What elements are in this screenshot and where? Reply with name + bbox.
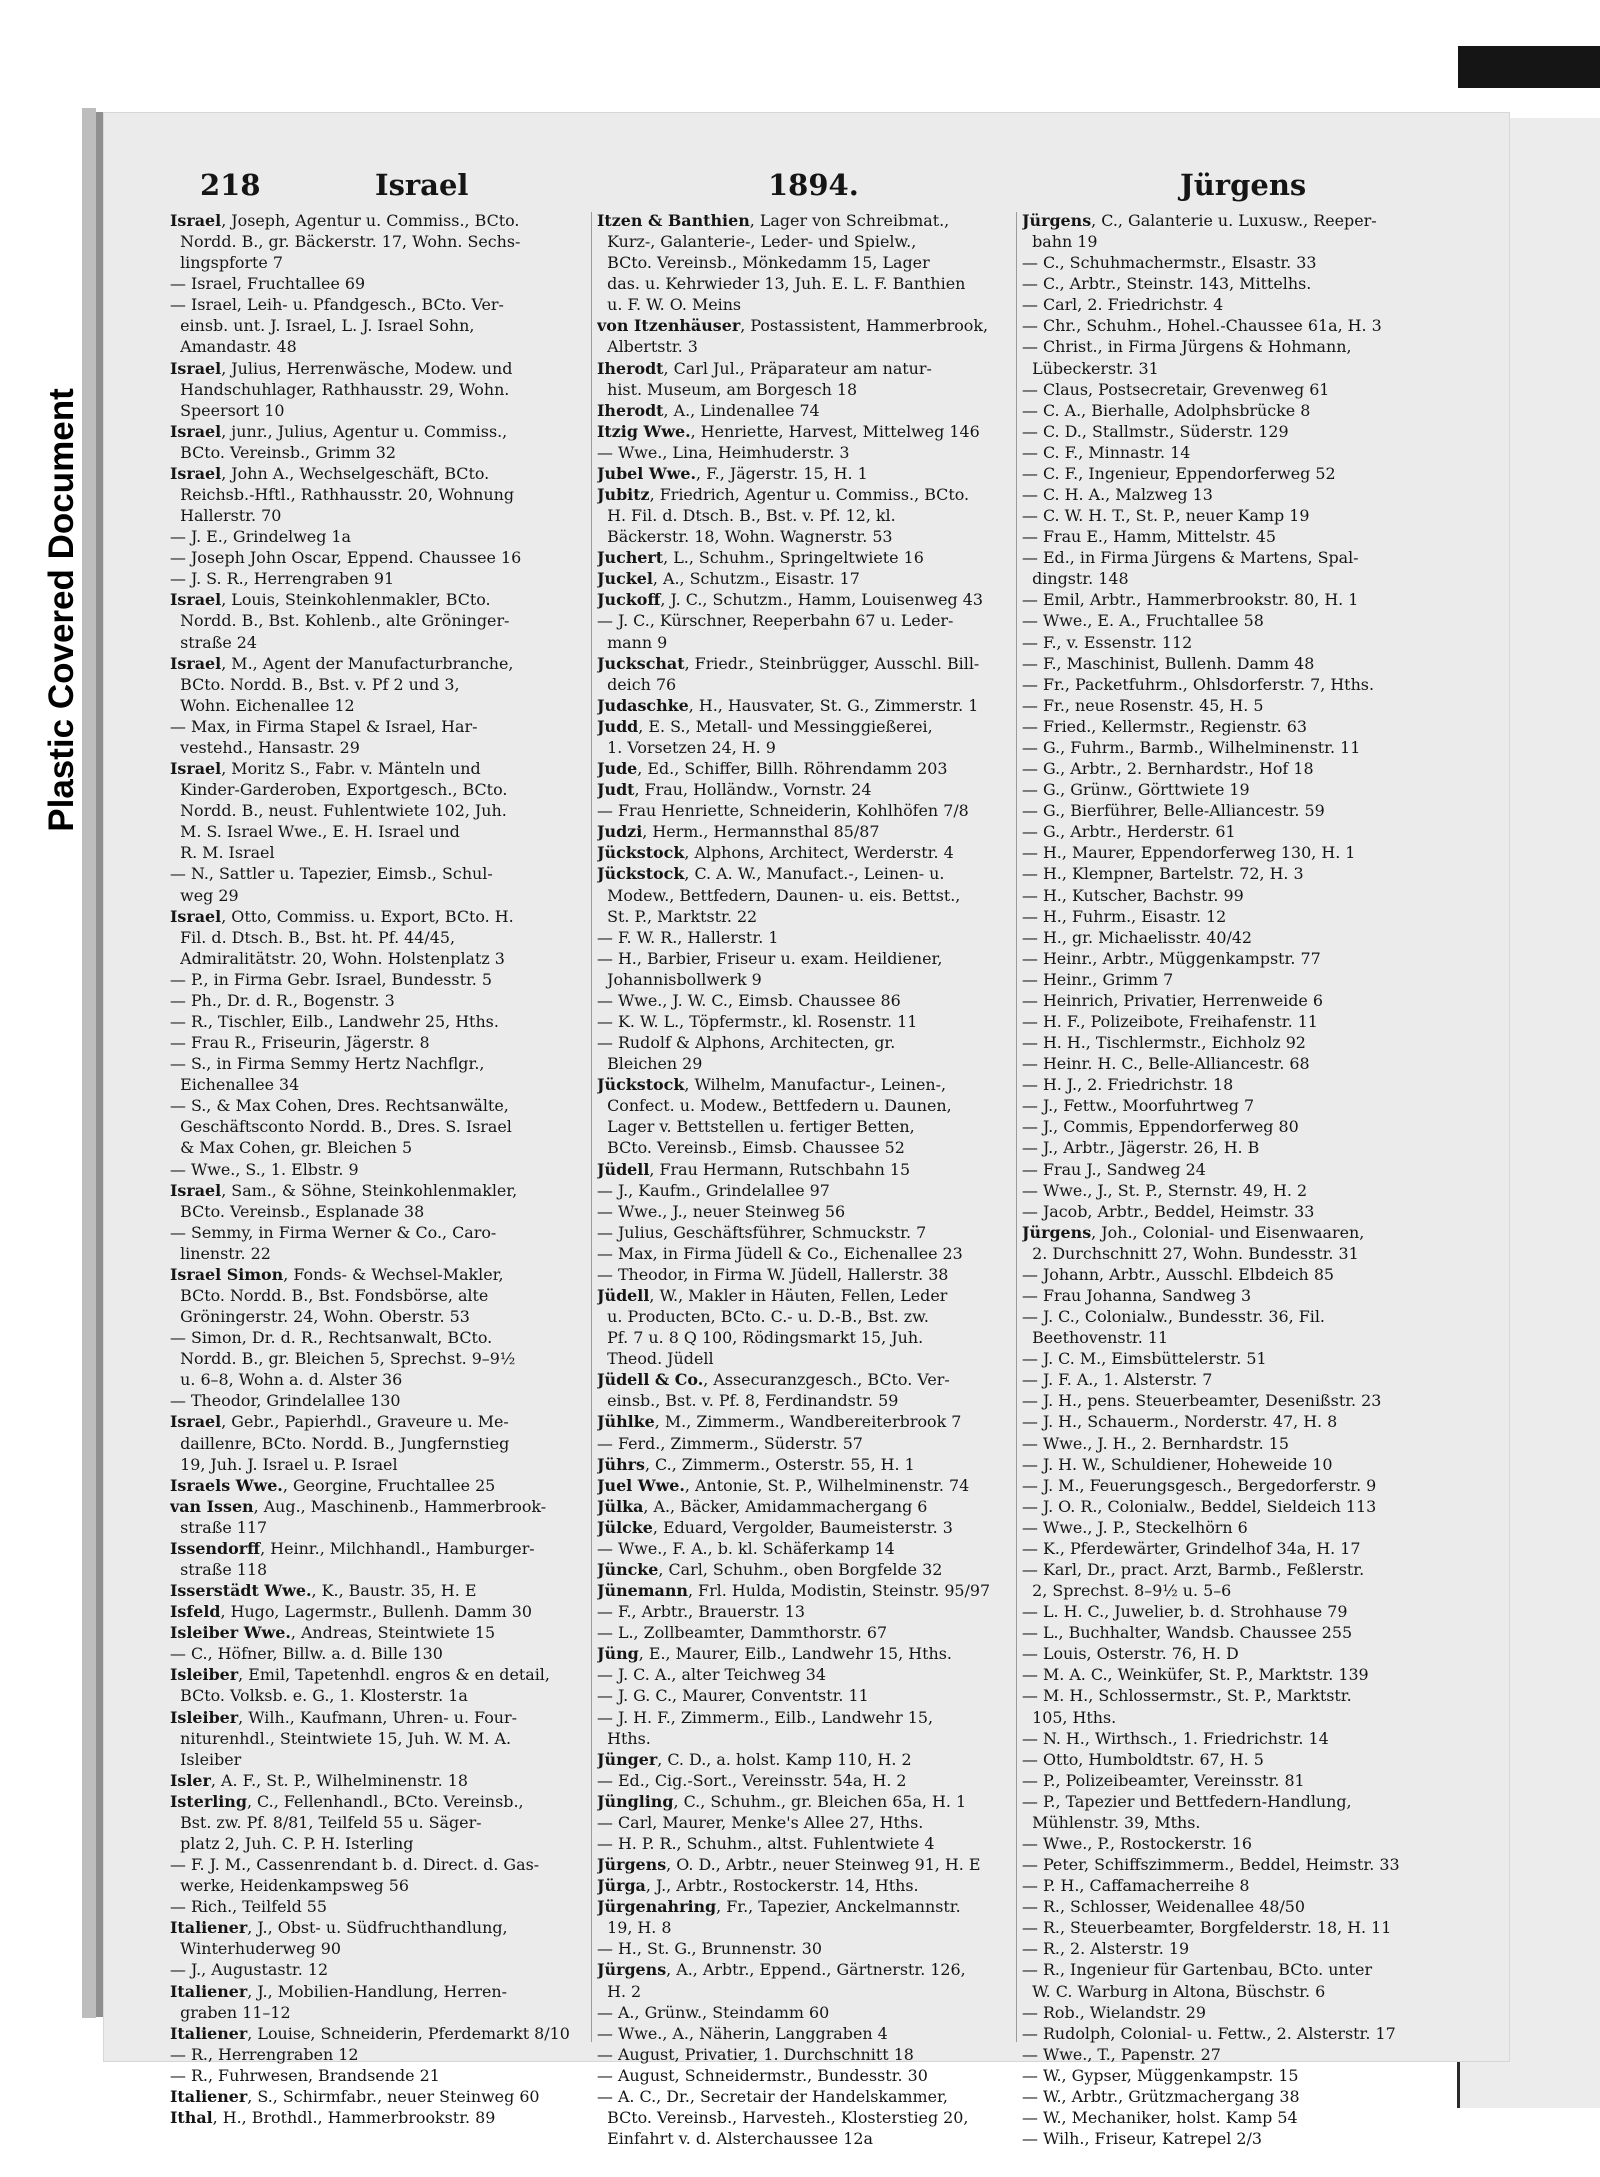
directory-line: — August, Schneidermstr., Bundesstr. 30 xyxy=(597,2065,928,2085)
directory-line: — J., Fettw., Moorfuhrtweg 7 xyxy=(1022,1096,1255,1116)
directory-line: — Wwe., J., neuer Steinweg 56 xyxy=(597,1201,846,1221)
directory-line: — F. J. M., Cassenrendant b. d. Direct. d. Gas- xyxy=(170,1855,540,1875)
page-number: 218 xyxy=(200,168,261,202)
directory-line: Isfeld, Hugo, Lagermstr., Bullenh. Damm 30 xyxy=(170,1602,533,1622)
directory-line: — Heinr. H. C., Belle-Alliancestr. 68 xyxy=(1022,1054,1310,1074)
directory-line: — Wwe., P., Rostockerstr. 16 xyxy=(1022,1834,1252,1854)
directory-line: — Carl, Maurer, Menke's Allee 27, Hths. xyxy=(597,1812,924,1832)
directory-line: — Simon, Dr. d. R., Rechtsanwalt, BCto. xyxy=(170,1328,493,1348)
directory-line: Gröningerstr. 24, Wohn. Oberstr. 53 xyxy=(170,1307,470,1327)
directory-line: — J. G. C., Maurer, Conventstr. 11 xyxy=(597,1686,869,1706)
directory-line: & Max Cohen, gr. Bleichen 5 xyxy=(170,1138,413,1158)
directory-line: — H., Fuhrm., Eisastr. 12 xyxy=(1022,906,1227,926)
directory-line: — Karl, Dr., pract. Arzt, Barmb., Feßlerstr. xyxy=(1022,1560,1365,1579)
directory-line: Isleiber xyxy=(170,1749,242,1769)
directory-line: — J. C. M., Eimsbüttelerstr. 51 xyxy=(1022,1349,1267,1369)
directory-line: R. M. Israel xyxy=(170,843,275,863)
directory-line: — A., Grünw., Steindamm 60 xyxy=(597,2002,830,2022)
directory-line: — J. C., Kürschner, Reeperbahn 67 u. Leder- xyxy=(597,611,954,631)
directory-line: — Max, in Firma Jüdell & Co., Eichenallee 23 xyxy=(597,1243,963,1263)
directory-line: — Julius, Geschäftsführer, Schmuckstr. 7 xyxy=(597,1222,927,1242)
directory-line: Jürgenahring, Fr., Tapezier, Anckelmannstr. xyxy=(597,1897,961,1917)
directory-line: Jürgens, O. D., Arbtr., neuer Steinweg 91, H. E xyxy=(597,1855,981,1875)
directory-line: — Frau E., Hamm, Mittelstr. 45 xyxy=(1022,527,1276,547)
directory-line: lingspforte 7 xyxy=(170,253,283,273)
directory-line: — L., Zollbeamter, Dammthorstr. 67 xyxy=(597,1623,888,1643)
directory-line: — G., Arbtr., Herderstr. 61 xyxy=(1022,822,1236,842)
directory-line: Isleiber, Wilh., Kaufmann, Uhren- u. Four- xyxy=(170,1707,517,1727)
directory-line: Judaschke, H., Hausvater, St. G., Zimmerstr. 1 xyxy=(597,695,979,715)
directory-line: Jührs, C., Zimmerm., Osterstr. 55, H. 1 xyxy=(597,1454,915,1474)
directory-line: Jückstock, C. A. W., Manufact.-, Leinen- u. xyxy=(597,864,945,884)
directory-line: Juel Wwe., Antonie, St. P., Wilhelminenstr. 74 xyxy=(597,1475,970,1495)
directory-line: Theod. Jüdell xyxy=(597,1349,714,1369)
directory-line: Jünger, C. D., a. holst. Kamp 110, H. 2 xyxy=(597,1749,912,1769)
directory-line: — C. H. A., Malzweg 13 xyxy=(1022,485,1213,505)
directory-line: — J., Kaufm., Grindelallee 97 xyxy=(597,1180,830,1200)
directory-line: vestehd., Hansastr. 29 xyxy=(170,737,360,757)
directory-line: Israel, Sam., & Söhne, Steinkohlenmakler, xyxy=(170,1180,518,1200)
directory-line: — Frau J., Sandweg 24 xyxy=(1022,1159,1206,1179)
directory-line: Israel, Otto, Commiss. u. Export, BCto. H. xyxy=(170,906,514,926)
directory-line: Isleiber Wwe., Andreas, Steintwiete 15 xyxy=(170,1623,496,1643)
directory-line: — M. A. C., Weinküfer, St. P., Marktstr. 139 xyxy=(1022,1665,1369,1685)
directory-line: — J. H., pens. Steuerbeamter, Desenißstr. 23 xyxy=(1022,1391,1382,1411)
directory-line: — Rich., Teilfeld 55 xyxy=(170,1897,328,1917)
directory-line: Iherodt, Carl Jul., Präparateur am natur- xyxy=(597,358,932,378)
directory-line: Jüdell & Co., Assecuranzgesch., BCto. Ver- xyxy=(597,1370,950,1390)
book-spine xyxy=(82,108,96,2018)
directory-line: Jüdell, Frau Hermann, Rutschbahn 15 xyxy=(597,1159,911,1179)
directory-line: Israel, M., Agent der Manufacturbranche, xyxy=(170,653,514,673)
directory-line: — J., Commis, Eppendorferweg 80 xyxy=(1022,1117,1299,1137)
directory-line: — H. H., Tischlermstr., Eichholz 92 xyxy=(1022,1033,1306,1053)
directory-line: 19, H. 8 xyxy=(597,1918,672,1938)
directory-line: Admiralitätstr. 20, Wohn. Holstenplatz 3 xyxy=(170,948,505,968)
directory-line: BCto. Nordd. B., Bst. v. Pf 2 und 3, xyxy=(170,674,460,694)
directory-line: Judt, Frau, Holländw., Vornstr. 24 xyxy=(597,780,872,800)
directory-line: Italiener, J., Mobilien-Handlung, Herren- xyxy=(170,1981,507,2001)
directory-line: — J. M., Feuerungsgesch., Bergedorferstr. 9 xyxy=(1022,1475,1377,1495)
directory-line: Juckel, A., Schutzm., Eisastr. 17 xyxy=(597,569,860,589)
column-rule-1 xyxy=(591,212,592,2042)
directory-line: Kinder-Garderoben, Exportgesch., BCto. xyxy=(170,780,508,800)
directory-line: Israel, Julius, Herrenwäsche, Modew. und xyxy=(170,358,513,378)
directory-line: — August, Privatier, 1. Durchschnitt 18 xyxy=(597,2044,914,2064)
directory-line: — Heinr., Arbtr., Müggenkampstr. 77 xyxy=(1022,948,1321,968)
directory-line: — Ed., in Firma Jürgens & Martens, Spal- xyxy=(1022,548,1359,568)
directory-line: mann 9 xyxy=(597,632,668,652)
directory-line: Confect. u. Modew., Bettfedern u. Daunen, xyxy=(597,1096,952,1116)
directory-line: Jückstock, Alphons, Architect, Werderstr. 4 xyxy=(597,843,954,863)
directory-line: — M. H., Schlossermstr., St. P., Marktstr. xyxy=(1022,1686,1352,1706)
directory-line: BCto. Vereinsb., Harvesteh., Klosterstieg 20, xyxy=(597,2108,969,2128)
directory-line: — C. F., Minnastr. 14 xyxy=(1022,442,1191,462)
directory-line: Jünemann, Frl. Hulda, Modistin, Steinstr. 95/97 xyxy=(597,1581,991,1601)
directory-line: Jude, Ed., Schiffer, Billh. Röhrendamm 203 xyxy=(597,759,948,779)
directory-line: — J. H., Schauerm., Norderstr. 47, H. 8 xyxy=(1022,1412,1338,1432)
directory-line: W. C. Warburg in Altona, Büschstr. 6 xyxy=(1022,1981,1326,2001)
directory-line: — G., Arbtr., 2. Bernhardstr., Hof 18 xyxy=(1022,759,1314,779)
directory-line: u. Producten, BCto. C.- u. D.-B., Bst. zw. xyxy=(597,1307,929,1327)
directory-line: — H. F., Polizeibote, Freihafenstr. 11 xyxy=(1022,1011,1318,1031)
column-right xyxy=(1022,210,1440,2149)
directory-line: — J. O. R., Colonialw., Beddel, Sieldeich 113 xyxy=(1022,1496,1377,1516)
directory-line: BCto. Nordd. B., Bst. Fondsbörse, alte xyxy=(170,1285,489,1305)
directory-line: Isler, A. F., St. P., Wilhelminenstr. 18 xyxy=(170,1770,468,1790)
directory-line: Israel, John A., Wechselgeschäft, BCto. xyxy=(170,463,490,483)
directory-line: H. Fil. d. Dtsch. B., Bst. v. Pf. 12, kl. xyxy=(597,506,896,526)
directory-line: Speersort 10 xyxy=(170,400,285,420)
directory-line: Israel, junr., Julius, Agentur u. Commiss., xyxy=(170,421,508,441)
directory-line: — Fried., Kellermstr., Regienstr. 63 xyxy=(1022,716,1307,736)
directory-line: — J. C., Colonialw., Bundesstr. 36, Fil. xyxy=(1022,1307,1325,1327)
directory-line: — K. W. L., Töpfermstr., kl. Rosenstr. 11 xyxy=(597,1011,918,1031)
directory-line: — Johann, Arbtr., Ausschl. Elbdeich 85 xyxy=(1022,1264,1335,1284)
directory-line: — H., St. G., Brunnenstr. 30 xyxy=(597,1939,822,1959)
directory-line: — R., Fuhrwesen, Brandsende 21 xyxy=(170,2065,440,2085)
directory-line: — J. S. R., Herrengraben 91 xyxy=(170,569,395,589)
directory-line: — Ph., Dr. d. R., Bogenstr. 3 xyxy=(170,990,395,1010)
directory-line: Amandastr. 48 xyxy=(170,337,297,357)
column-left xyxy=(170,210,590,2128)
directory-line: Johannisbollwerk 9 xyxy=(597,969,762,989)
directory-line: Albertstr. 3 xyxy=(597,337,698,357)
directory-line: — Heinr., Grimm 7 xyxy=(1022,969,1174,989)
directory-line: BCto. Vereinsb., Grimm 32 xyxy=(170,442,397,462)
directory-line: — R., Tischler, Eilb., Landwehr 25, Hths. xyxy=(170,1011,499,1031)
directory-line: straße 118 xyxy=(170,1560,268,1579)
directory-line: — Emil, Arbtr., Hammerbrookstr. 80, H. 1 xyxy=(1022,590,1359,610)
directory-line: — F. W. R., Hallerstr. 1 xyxy=(597,927,779,947)
directory-line: Handschuhlager, Rathhausstr. 29, Wohn. xyxy=(170,379,510,399)
directory-line: 1. Vorsetzen 24, H. 9 xyxy=(597,737,776,757)
directory-line: Jürgens, A., Arbtr., Eppend., Gärtnerstr. 126, xyxy=(597,1960,966,1980)
running-header xyxy=(170,168,1307,208)
directory-line: Judzi, Herm., Hermannsthal 85/87 xyxy=(597,822,880,842)
directory-line: Jülcke, Eduard, Vergolder, Baumeisterstr. 3 xyxy=(597,1517,953,1537)
directory-line: Israel, Gebr., Papierhdl., Graveure u. Me- xyxy=(170,1412,509,1432)
directory-line: das. u. Kehrwieder 13, Juh. E. L. F. Banthien xyxy=(597,274,966,294)
directory-line: — Claus, Postsecretair, Grevenweg 61 xyxy=(1022,379,1330,399)
directory-line: Fil. d. Dtsch. B., Bst. ht. Pf. 44/45, xyxy=(170,927,456,947)
directory-line: — H., Klempner, Bartelstr. 72, H. 3 xyxy=(1022,864,1304,884)
directory-line: — L. H. C., Juwelier, b. d. Strohhause 79 xyxy=(1022,1602,1348,1622)
directory-line: Modew., Bettfedern, Daunen- u. eis. Bettst., xyxy=(597,885,961,905)
directory-line: — J. H. F., Zimmerm., Eilb., Landwehr 15, xyxy=(597,1707,934,1727)
directory-line: Jürga, J., Arbtr., Rostockerstr. 14, Hths. xyxy=(597,1876,919,1896)
directory-line: von Itzenhäuser, Postassistent, Hammerbrook, xyxy=(597,316,989,336)
directory-line: Jüng, E., Maurer, Eilb., Landwehr 15, Hths. xyxy=(597,1644,952,1664)
directory-line: — F., Arbtr., Brauerstr. 13 xyxy=(597,1602,805,1622)
directory-line: Italiener, J., Obst- u. Südfruchthandlung, xyxy=(170,1918,508,1938)
directory-line: Israel Simon, Fonds- & Wechsel-Makler, xyxy=(170,1264,504,1284)
scan-corner-block xyxy=(1458,46,1600,88)
directory-line: straße 24 xyxy=(170,632,258,652)
directory-line: — C. A., Bierhalle, Adolphsbrücke 8 xyxy=(1022,400,1311,420)
directory-line: — P. H., Caffamacherreihe 8 xyxy=(1022,1876,1250,1896)
directory-line: deich 76 xyxy=(597,674,677,694)
directory-line: — P., Polizeibeamter, Vereinsstr. 81 xyxy=(1022,1770,1305,1790)
directory-line: Beethovenstr. 11 xyxy=(1022,1328,1169,1348)
directory-line: Iherodt, A., Lindenallee 74 xyxy=(597,400,820,420)
directory-line: — Wwe., J., St. P., Sternstr. 49, H. 2 xyxy=(1022,1180,1308,1200)
directory-line: — Rudolf & Alphons, Architecten, gr. xyxy=(597,1033,896,1053)
directory-line: — G., Fuhrm., Barmb., Wilhelminenstr. 11 xyxy=(1022,737,1361,757)
directory-line: Issendorff, Heinr., Milchhandl., Hamburger- xyxy=(170,1538,535,1558)
directory-line: — Wwe., T., Papenstr. 27 xyxy=(1022,2044,1221,2064)
directory-line: — Israel, Leih- u. Pfandgesch., BCto. Ver- xyxy=(170,295,504,315)
directory-line: daillenre, BCto. Nordd. B., Jungfernstieg xyxy=(170,1433,510,1453)
directory-line: Isterling, C., Fellenhandl., BCto. Vereinsb., xyxy=(170,1791,524,1811)
directory-line: — C. D., Stallmstr., Süderstr. 129 xyxy=(1022,421,1289,441)
directory-line: Italiener, Louise, Schneiderin, Pferdemarkt 8/10 xyxy=(170,2023,570,2043)
directory-line: — H., Barbier, Friseur u. exam. Heildiener, xyxy=(597,948,943,968)
directory-line: Mühlenstr. 39, Mths. xyxy=(1022,1812,1201,1832)
directory-line: — Joseph John Oscar, Eppend. Chaussee 16 xyxy=(170,548,522,568)
directory-line: Bleichen 29 xyxy=(597,1054,703,1074)
directory-line: Hths. xyxy=(597,1728,651,1748)
directory-line: 19, Juh. J. Israel u. P. Israel xyxy=(170,1454,398,1474)
directory-line: — H., Maurer, Eppendorferweg 130, H. 1 xyxy=(1022,843,1356,863)
directory-line: — F., Maschinist, Bullenh. Damm 48 xyxy=(1022,653,1315,673)
directory-line: — N., Sattler u. Tapezier, Eimsb., Schul- xyxy=(170,864,493,884)
directory-line: — H. P. R., Schuhm., altst. Fuhlentwiete 4 xyxy=(597,1834,935,1854)
directory-line: — F., v. Essenstr. 112 xyxy=(1022,632,1193,652)
directory-line: — K., Pferdewärter, Grindelhof 34a, H. 17 xyxy=(1022,1538,1361,1558)
directory-line: — Frau R., Friseurin, Jägerstr. 8 xyxy=(170,1033,430,1053)
directory-line: Jürgens, C., Galanterie u. Luxusw., Reeper- xyxy=(1022,211,1377,230)
directory-line: — W., Mechaniker, holst. Kamp 54 xyxy=(1022,2108,1298,2128)
directory-line: — A. C., Dr., Secretair der Handelskammer, xyxy=(597,2086,948,2106)
directory-line: Itzen & Banthien, Lager von Schreibmat., xyxy=(597,211,950,230)
directory-line: — Chr., Schuhm., Hohel.-Chaussee 61a, H. 3 xyxy=(1022,316,1382,336)
directory-line: BCto. Vereinsb., Esplanade 38 xyxy=(170,1201,425,1221)
directory-line: 2, Sprechst. 8–9½ u. 5–6 xyxy=(1022,1581,1232,1601)
directory-line: Lager v. Bettstellen u. fertiger Betten, xyxy=(597,1117,915,1137)
directory-line: — S., in Firma Semmy Hertz Nachflgr., xyxy=(170,1054,485,1074)
directory-line: — H., Kutscher, Bachstr. 99 xyxy=(1022,885,1244,905)
directory-line: Nordd. B., gr. Bäckerstr. 17, Wohn. Sechs- xyxy=(170,232,521,252)
directory-line: u. 6–8, Wohn a. d. Alster 36 xyxy=(170,1370,403,1390)
directory-line: — Ed., Cig.-Sort., Vereinsstr. 54a, H. 2 xyxy=(597,1770,907,1790)
directory-line: Juckoff, J. C., Schutzm., Hamm, Louisenweg 43 xyxy=(597,590,983,610)
directory-line: Lübeckerstr. 31 xyxy=(1022,358,1159,378)
directory-line: Juchert, L., Schuhm., Springeltwiete 16 xyxy=(597,548,924,568)
directory-line: — Wwe., J. P., Steckelhörn 6 xyxy=(1022,1517,1248,1537)
directory-line: — N. H., Wirthsch., 1. Friedrichstr. 14 xyxy=(1022,1728,1329,1748)
directory-line: — Wwe., J. W. C., Eimsb. Chaussee 86 xyxy=(597,990,901,1010)
directory-line: — Christ., in Firma Jürgens & Hohmann, xyxy=(1022,337,1352,357)
directory-line: — H., gr. Michaelisstr. 40/42 xyxy=(1022,927,1253,947)
directory-line: BCto. Volksb. e. G., 1. Klosterstr. 1a xyxy=(170,1686,468,1706)
directory-line: — L., Buchhalter, Wandsb. Chaussee 255 xyxy=(1022,1623,1353,1643)
side-label-text: Plastic Covered Document xyxy=(42,388,81,832)
directory-line: Isleiber, Emil, Tapetenhdl. engros & en detail, xyxy=(170,1665,550,1685)
directory-line: graben 11–12 xyxy=(170,2002,291,2022)
directory-line: — H. J., 2. Friedrichstr. 18 xyxy=(1022,1075,1234,1095)
directory-line: — Theodor, Grindelallee 130 xyxy=(170,1391,401,1411)
directory-line: Israel, Louis, Steinkohlenmakler, BCto. xyxy=(170,590,491,610)
directory-line: — Wwe., A., Näherin, Langgraben 4 xyxy=(597,2023,888,2043)
directory-line: — Louis, Osterstr. 76, H. D xyxy=(1022,1644,1239,1664)
directory-line: niturenhdl., Steintwiete 15, Juh. W. M. A. xyxy=(170,1728,512,1748)
directory-line: Nordd. B., gr. Bleichen 5, Sprechst. 9–9½ xyxy=(170,1349,516,1369)
directory-line: weg 29 xyxy=(170,885,239,905)
directory-line: — P., in Firma Gebr. Israel, Bundesstr. 5 xyxy=(170,969,493,989)
directory-line: Geschäftsconto Nordd. B., Dres. S. Israel xyxy=(170,1117,512,1137)
directory-line: — Rudolph, Colonial- u. Fettw., 2. Alsterstr. 17 xyxy=(1022,2023,1396,2043)
directory-line: — Rob., Wielandstr. 29 xyxy=(1022,2002,1207,2022)
directory-line: — P., Tapezier und Bettfedern-Handlung, xyxy=(1022,1791,1352,1811)
directory-line: Jubitz, Friedrich, Agentur u. Commiss., BCto. xyxy=(597,485,970,505)
directory-line: — J. E., Grindelweg 1a xyxy=(170,527,352,547)
directory-line: — R., Ingenieur für Gartenbau, BCto. unter xyxy=(1022,1960,1373,1980)
directory-line: u. F. W. O. Meins xyxy=(597,295,742,315)
directory-line: linenstr. 22 xyxy=(170,1243,271,1263)
directory-line: Winterhuderweg 90 xyxy=(170,1939,341,1959)
directory-line: werke, Heidenkampsweg 56 xyxy=(170,1876,409,1896)
directory-line: Jürgens, Joh., Colonial- und Eisenwaaren, xyxy=(1022,1222,1365,1242)
directory-line: — Wwe., J. H., 2. Bernhardstr. 15 xyxy=(1022,1433,1289,1453)
directory-line: Jühlke, M., Zimmerm., Wandbereiterbrook 7 xyxy=(597,1412,962,1432)
directory-line: Jüngling, C., Schuhm., gr. Bleichen 65a, H. 1 xyxy=(597,1791,967,1811)
directory-line: — W., Gypser, Müggenkampstr. 15 xyxy=(1022,2065,1299,2085)
directory-line: — J. H. W., Schuldiener, Hoheweide 10 xyxy=(1022,1454,1333,1474)
directory-line: Isserstädt Wwe., K., Baustr. 35, H. E xyxy=(170,1581,477,1601)
directory-line: — Israel, Fruchtallee 69 xyxy=(170,274,366,294)
directory-line: Jückstock, Wilhelm, Manufactur-, Leinen-, xyxy=(597,1075,947,1095)
directory-line: Jülka, A., Bäcker, Amidammachergang 6 xyxy=(597,1496,928,1516)
directory-line: — S., & Max Cohen, Dres. Rechtsanwälte, xyxy=(170,1096,509,1116)
directory-line: van Issen, Aug., Maschinenb., Hammerbrook- xyxy=(170,1496,547,1516)
directory-line: — R., Herrengraben 12 xyxy=(170,2044,359,2064)
directory-line: einsb. unt. J. Israel, L. J. Israel Sohn, xyxy=(170,316,475,336)
directory-line: hist. Museum, am Borgesch 18 xyxy=(597,379,858,399)
directory-line: — Jacob, Arbtr., Beddel, Heimstr. 33 xyxy=(1022,1201,1315,1221)
directory-line: — Theodor, in Firma W. Jüdell, Hallerstr. 38 xyxy=(597,1264,949,1284)
directory-line: dingstr. 148 xyxy=(1022,569,1129,589)
directory-line: — R., Schlosser, Weidenallee 48/50 xyxy=(1022,1897,1306,1917)
directory-line: — Wwe., Lina, Heimhuderstr. 3 xyxy=(597,442,850,462)
directory-line: Einfahrt v. d. Alsterchaussee 12a xyxy=(597,2129,873,2149)
directory-line: — R., 2. Alsterstr. 19 xyxy=(1022,1939,1190,1959)
directory-line: — C., Schuhmachermstr., Elsastr. 33 xyxy=(1022,253,1317,273)
directory-line: Israel, Moritz S., Fabr. v. Mänteln und xyxy=(170,759,481,779)
directory-line: — Peter, Schiffszimmerm., Beddel, Heimstr. 33 xyxy=(1022,1855,1400,1875)
directory-line: Italiener, S., Schirmfabr., neuer Steinweg 60 xyxy=(170,2086,540,2106)
directory-line: St. P., Marktstr. 22 xyxy=(597,906,758,926)
directory-line: Eichenallee 34 xyxy=(170,1075,300,1095)
directory-line: 2. Durchschnitt 27, Wohn. Bundesstr. 31 xyxy=(1022,1243,1359,1263)
directory-line: Ithal, H., Brothdl., Hammerbrookstr. 89 xyxy=(170,2108,496,2128)
directory-line: Israel, Joseph, Agentur u. Commiss., BCto. xyxy=(170,211,520,230)
directory-line: — Wwe., E. A., Fruchtallee 58 xyxy=(1022,611,1264,631)
directory-line: bahn 19 xyxy=(1022,232,1098,252)
right-keyword: Jürgens xyxy=(1180,168,1307,202)
directory-line: — Wwe., F. A., b. kl. Schäferkamp 14 xyxy=(597,1538,895,1558)
column-middle xyxy=(597,210,1017,2149)
directory-line: — Frau Johanna, Sandweg 3 xyxy=(1022,1285,1252,1305)
directory-line: — C., Höfner, Billw. a. d. Bille 130 xyxy=(170,1644,443,1664)
directory-line: — Heinrich, Privatier, Herrenweide 6 xyxy=(1022,990,1323,1010)
directory-line: BCto. Vereinsb., Eimsb. Chaussee 52 xyxy=(597,1138,905,1158)
directory-line: — Frau Henriette, Schneiderin, Kohlhöfen 7/8 xyxy=(597,801,969,821)
directory-line: BCto. Vereinsb., Mönkedamm 15, Lager xyxy=(597,253,930,273)
directory-line: Nordd. B., Bst. Kohlenb., alte Gröninger- xyxy=(170,611,510,631)
directory-line: Reichsb.-Hftl., Rathhausstr. 20, Wohnung xyxy=(170,485,515,505)
directory-line: — Otto, Humboldtstr. 67, H. 5 xyxy=(1022,1749,1264,1769)
directory-line: — Ferd., Zimmerm., Süderstr. 57 xyxy=(597,1433,863,1453)
directory-line: — J., Augustastr. 12 xyxy=(170,1960,329,1980)
directory-line: — G., Grünw., Görttwiete 19 xyxy=(1022,780,1250,800)
directory-line: Juckschat, Friedr., Steinbrügger, Ausschl. Bill- xyxy=(597,653,980,673)
directory-line: — Carl, 2. Friedrichstr. 4 xyxy=(1022,295,1224,315)
directory-line: — J. F. A., 1. Alsterstr. 7 xyxy=(1022,1370,1213,1390)
directory-line: M. S. Israel Wwe., E. H. Israel und xyxy=(170,822,460,842)
directory-line: — Max, in Firma Stapel & Israel, Har- xyxy=(170,716,478,736)
directory-line: Jüdell, W., Makler in Häuten, Fellen, Leder xyxy=(597,1285,948,1305)
directory-line: — C. W. H. T., St. P., neuer Kamp 19 xyxy=(1022,506,1310,526)
year: 1894. xyxy=(768,168,859,202)
directory-line: straße 117 xyxy=(170,1517,268,1537)
directory-line: — J., Arbtr., Jägerstr. 26, H. B xyxy=(1022,1138,1260,1158)
directory-line: platz 2, Juh. C. P. H. Isterling xyxy=(170,1834,414,1854)
directory-line: Bst. zw. Pf. 8/81, Teilfeld 55 u. Säger- xyxy=(170,1812,482,1832)
directory-line: Jüncke, Carl, Schuhm., oben Borgfelde 32 xyxy=(597,1560,943,1579)
directory-line: — W., Arbtr., Grützmachergang 38 xyxy=(1022,2086,1300,2106)
directory-line: Bäckerstr. 18, Wohn. Wagnerstr. 53 xyxy=(597,527,893,547)
directory-line: Pf. 7 u. 8 Q 100, Rödingsmarkt 15, Juh. xyxy=(597,1328,924,1348)
directory-line: — Wilh., Friseur, Katrepel 2/3 xyxy=(1022,2129,1263,2149)
directory-line: — C., Arbtr., Steinstr. 143, Mittelhs. xyxy=(1022,274,1312,294)
directory-line: — J. C. A., alter Teichweg 34 xyxy=(597,1665,826,1685)
directory-line: H. 2 xyxy=(597,1981,642,2001)
directory-line: Israels Wwe., Georgine, Fruchtallee 25 xyxy=(170,1475,496,1495)
directory-line: Wohn. Eichenallee 12 xyxy=(170,695,355,715)
directory-line: — Wwe., S., 1. Elbstr. 9 xyxy=(170,1159,359,1179)
directory-line: — Fr., Packetfuhrm., Ohlsdorferstr. 7, Hths. xyxy=(1022,674,1375,694)
directory-line: Hallerstr. 70 xyxy=(170,506,282,526)
directory-line: — R., Steuerbeamter, Borgfelderstr. 18, H. 11 xyxy=(1022,1918,1392,1938)
directory-line: einsb., Bst. v. Pf. 8, Ferdinandstr. 59 xyxy=(597,1391,899,1411)
directory-line: Nordd. B., neust. Fuhlentwiete 102, Juh. xyxy=(170,801,507,821)
directory-line: Judd, E. S., Metall- und Messinggießerei, xyxy=(597,716,933,736)
directory-line: Itzig Wwe., Henriette, Harvest, Mittelweg 146 xyxy=(597,421,980,441)
book-spine-shadow xyxy=(96,112,103,2017)
directory-line: Jubel Wwe., F., Jägerstr. 15, H. 1 xyxy=(597,463,868,483)
directory-line: Kurz-, Galanterie-, Leder- und Spielw., xyxy=(597,232,917,252)
directory-line: — Semmy, in Firma Werner & Co., Caro- xyxy=(170,1222,497,1242)
directory-line: 105, Hths. xyxy=(1022,1707,1117,1727)
left-keyword: Israel xyxy=(375,168,469,202)
directory-line: — G., Bierführer, Belle-Alliancestr. 59 xyxy=(1022,801,1325,821)
directory-line: — C. F., Ingenieur, Eppendorferweg 52 xyxy=(1022,463,1336,483)
directory-line: — Fr., neue Rosenstr. 45, H. 5 xyxy=(1022,695,1264,715)
